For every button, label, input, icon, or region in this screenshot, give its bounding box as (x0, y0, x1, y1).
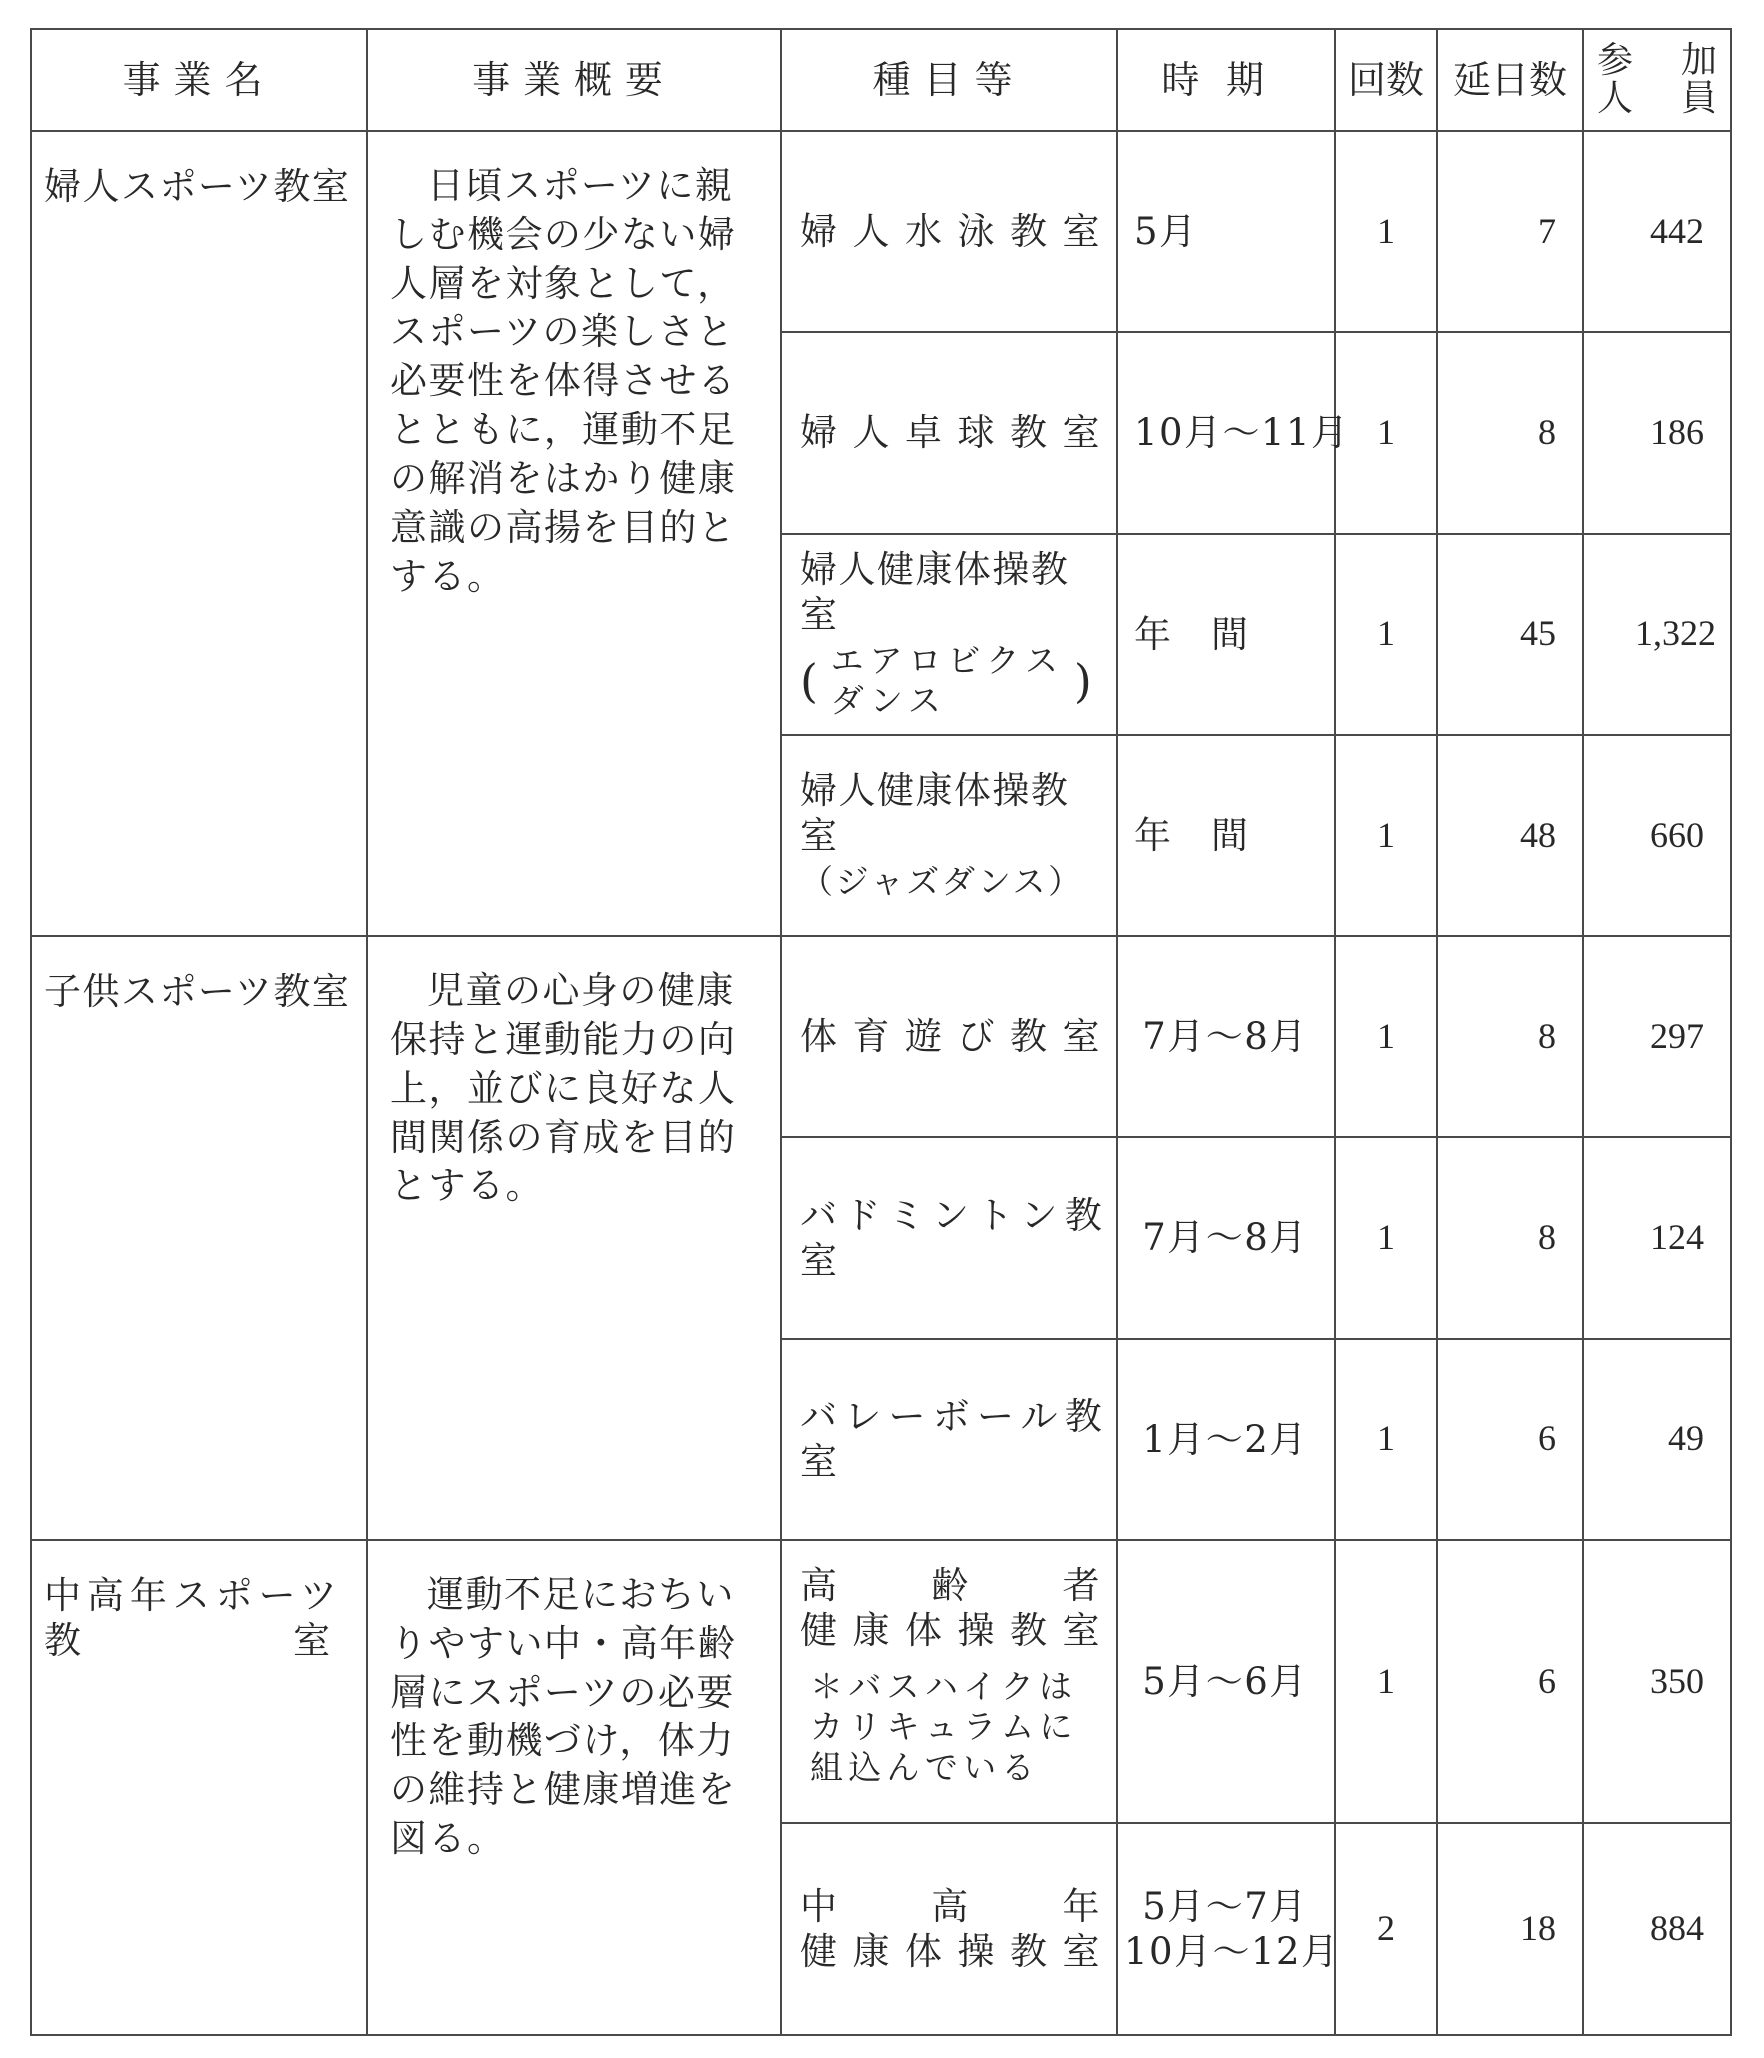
event-count: 1 (1335, 131, 1437, 332)
event-days: 6 (1437, 1540, 1583, 1823)
event-name-cell (781, 735, 1117, 936)
event-count: 1 (1335, 1540, 1437, 1823)
event-days: 8 (1437, 936, 1583, 1137)
event-subtitle-line2: ダンス (830, 681, 947, 721)
event-count: 1 (1335, 332, 1437, 533)
event-days: 45 (1437, 534, 1583, 735)
event-name-cell (781, 534, 1117, 735)
event-participants: 660 (1583, 735, 1731, 936)
sports-program-table (30, 28, 1732, 2036)
event-days: 48 (1437, 735, 1583, 936)
event-days: 6 (1437, 1339, 1583, 1540)
program-summary (367, 1540, 781, 2035)
header-name: 事業名 (31, 29, 367, 131)
event-participants: 186 (1583, 332, 1731, 533)
event-period: 5月～6月 (1117, 1540, 1335, 1823)
event-name-line2: 健康体操教室 (800, 1609, 1104, 1653)
event-days: 8 (1437, 332, 1583, 533)
event-count: 2 (1335, 1823, 1437, 2035)
event-name-cell (781, 1823, 1117, 2035)
event-participants: 124 (1583, 1137, 1731, 1338)
summary-text: 運動不足におちいりやすい中・高年齢層にスポーツの必要性を動機づけ，体力の維持と健康増進を図る。 (390, 1572, 737, 1861)
header-count: 回数 (1335, 29, 1437, 131)
document-page (30, 28, 1730, 2036)
event-name-cell (781, 1540, 1117, 1823)
event-period: 7月～8月 (1117, 1137, 1335, 1338)
event-count: 1 (1335, 735, 1437, 936)
event-period-line2: 10月～12月 (1124, 1930, 1340, 1974)
event-subtitle: （ジャズダンス） (800, 862, 1084, 902)
event-name: 婦人健康体操教室 (800, 769, 1070, 858)
event-period: 10月～11月 (1117, 332, 1335, 533)
event-participants: 884 (1583, 1823, 1731, 2035)
event-days: 7 (1437, 131, 1583, 332)
summary-text: 日頃スポーツに親しむ機会の少ない婦人層を対象として，スポーツの楽しさと必要性を体得させるとともに，運動不足の解消をはかり健康意識の高揚を目的とする。 (390, 164, 737, 598)
program-name-cell (31, 1540, 367, 2035)
event-participants: 350 (1583, 1540, 1731, 1823)
event-period: 1月～2月 (1117, 1339, 1335, 1540)
event-note: ＊バスハイクはカリキュラムに組込んでいる (810, 1667, 1078, 1787)
program-name: 子供スポーツ教室 (31, 936, 367, 1540)
event-name: 婦人卓球教室 (781, 332, 1117, 533)
event-name: 体育遊び教室 (781, 936, 1117, 1137)
event-days: 8 (1437, 1137, 1583, 1338)
program-name: 婦人スポーツ教室 (31, 131, 367, 936)
event-participants: 49 (1583, 1339, 1731, 1540)
event-name: バドミントン教室 (781, 1137, 1117, 1338)
header-participants-line1: 参加 (1597, 40, 1717, 82)
header-summary: 事業概要 (367, 29, 781, 131)
header-participants-line2: 人員 (1597, 78, 1717, 119)
event-subtitle-line1: エアロビクス (830, 641, 1064, 681)
event-period: 年 間 (1117, 534, 1335, 735)
event-count: 1 (1335, 1137, 1437, 1338)
program-name: 中高年スポーツ (44, 1573, 343, 1617)
event-name: 婦人健康体操教室 (800, 547, 1070, 636)
header-row (31, 29, 1731, 131)
header-participants (1583, 29, 1731, 131)
event-count: 1 (1335, 534, 1437, 735)
program-name-line2: 教室 (44, 1619, 336, 1663)
program-summary (367, 936, 781, 1540)
event-participants: 297 (1583, 936, 1731, 1137)
event-participants: 442 (1583, 131, 1731, 332)
table-row (31, 131, 1731, 332)
event-name: 中高年 (800, 1885, 1104, 1929)
event-name-line2: 健康体操教室 (800, 1930, 1104, 1974)
event-period: 7月～8月 (1117, 936, 1335, 1137)
header-event: 種目等 (781, 29, 1117, 131)
table-row (31, 936, 1731, 1137)
table-row (31, 1540, 1731, 1823)
event-days: 18 (1437, 1823, 1583, 2035)
event-count: 1 (1335, 936, 1437, 1137)
event-name: 婦人水泳教室 (781, 131, 1117, 332)
event-name: 高齢者 (800, 1563, 1104, 1607)
event-participants: 1,322 (1583, 534, 1731, 735)
summary-text: 児童の心身の健康保持と運動能力の向上，並びに良好な人間関係の育成を目的とする。 (390, 969, 737, 1208)
event-period: 年 間 (1117, 735, 1335, 936)
event-period: 5月 (1117, 131, 1335, 332)
event-subtitle: ( エアロビクス ダンス ) (800, 641, 1095, 721)
event-period-cell (1117, 1823, 1340, 2035)
header-period: 時期 (1117, 29, 1335, 131)
header-days: 延日数 (1437, 29, 1583, 131)
program-summary (367, 131, 781, 936)
event-period: 5月～7月 (1142, 1885, 1308, 1929)
event-name: バレーボール教室 (781, 1339, 1117, 1540)
event-count: 1 (1335, 1339, 1437, 1540)
